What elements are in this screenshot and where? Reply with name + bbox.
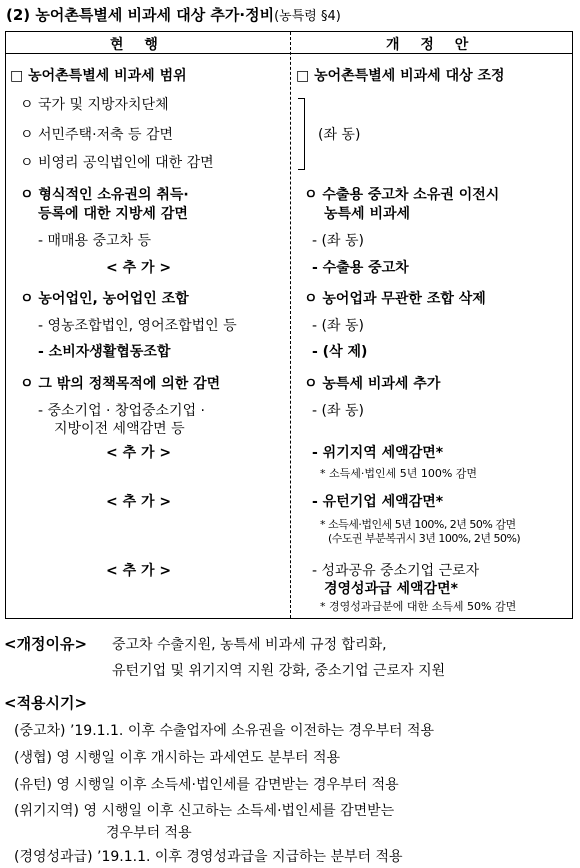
- reason-label: <개정이유>: [4, 635, 88, 653]
- list-item: 농특세 비과세: [324, 206, 411, 222]
- apply-line: (위기지역) 영 시행일 이후 신고하는 소득세·법인세를 감면받는: [14, 803, 395, 819]
- list-item: ㅇ 형식적인 소유권의 취득·: [20, 187, 189, 203]
- list-item: - 매매용 중고차 등: [38, 233, 152, 249]
- list-item: (좌 동): [318, 127, 361, 143]
- list-item: ㅇ 농어업과 무관한 조합 삭제: [304, 291, 486, 307]
- add-marker: < 추 가 >: [106, 445, 172, 461]
- apply-line: (생협) 영 시행일 이후 개시하는 과세연도 분부터 적용: [14, 750, 341, 766]
- left-heading: □ 농어촌특별세 비과세 범위: [10, 68, 187, 84]
- list-item: 지방이전 세액감면 등: [54, 421, 185, 437]
- list-item: ㅇ 비영리 공익법인에 대한 감면: [20, 155, 214, 171]
- list-item: - 위기지역 세액감면*: [312, 445, 444, 461]
- list-item: ㅇ 국가 및 지방자치단체: [20, 97, 169, 113]
- footnote: * 소득세·법인세 5년 100% 감면: [320, 467, 478, 480]
- add-marker: < 추 가 >: [106, 494, 172, 510]
- list-item: - (좌 동): [312, 403, 364, 419]
- header-current: 현 행: [110, 37, 166, 53]
- list-item: ㅇ 그 밖의 정책목적에 의한 감면: [20, 376, 221, 392]
- apply-label: <적용시기>: [4, 694, 88, 712]
- footnote: * 소득세·법인세 5년 100%, 2년 50% 감면: [320, 518, 516, 531]
- column-divider: [290, 32, 291, 618]
- footnote: * 경영성과급분에 대한 소득세 50% 감면: [320, 600, 517, 613]
- bracket: [298, 98, 305, 170]
- table-header: [6, 32, 572, 54]
- add-marker: < 추 가 >: [106, 563, 172, 579]
- footnote: (수도권 부분복귀시 3년 100%, 2년 50%): [328, 532, 521, 545]
- list-item: ㅇ 농어업인, 농어업인 조합: [20, 291, 189, 307]
- add-marker: < 추 가 >: [106, 260, 172, 276]
- list-item: 경영성과급 세액감면*: [324, 581, 458, 597]
- reason-line: 중고차 수출지원, 농특세 비과세 규정 합리화,: [112, 637, 387, 653]
- list-item: - (좌 동): [312, 318, 364, 334]
- list-item: - (좌 동): [312, 233, 364, 249]
- list-item: ㅇ 수출용 중고차 소유권 이전시: [304, 187, 500, 203]
- right-heading: □ 농어촌특별세 비과세 대상 조정: [296, 68, 505, 84]
- reason-line: 유턴기업 및 위기지역 지원 강화, 중소기업 근로자 지원: [112, 663, 446, 679]
- list-item: 등록에 대한 지방세 감면: [38, 206, 188, 222]
- list-item: - (삭 제): [312, 344, 368, 360]
- list-item: - 소비자생활협동조합: [38, 344, 171, 360]
- comparison-table: [5, 31, 573, 619]
- list-item: - 성과공유 중소기업 근로자: [312, 563, 480, 579]
- apply-line: 경우부터 적용: [106, 825, 192, 841]
- list-item: ㅇ 농특세 비과세 추가: [304, 376, 441, 392]
- apply-line: (유턴) 영 시행일 이후 소득세·법인세를 감면받는 경우부터 적용: [14, 777, 399, 793]
- apply-line: (경영성과급) ’19.1.1. 이후 경영성과급을 지급하는 분부터 적용: [14, 849, 403, 865]
- section-title: (2) 농어촌특별세 비과세 대상 추가·정비(농특령 §4): [6, 6, 341, 24]
- list-item: - 중소기업 · 창업중소기업 ·: [38, 403, 205, 419]
- header-revised: 개 정 안: [386, 37, 477, 53]
- apply-line: (중고차) ’19.1.1. 이후 수출업자에 소유권을 이전하는 경우부터 적용: [14, 723, 435, 739]
- list-item: - 영농조합법인, 영어조합법인 등: [38, 318, 237, 334]
- list-item: ㅇ 서민주택·저축 등 감면: [20, 127, 174, 143]
- list-item: - 수출용 중고차: [312, 260, 409, 276]
- list-item: - 유턴기업 세액감면*: [312, 494, 444, 510]
